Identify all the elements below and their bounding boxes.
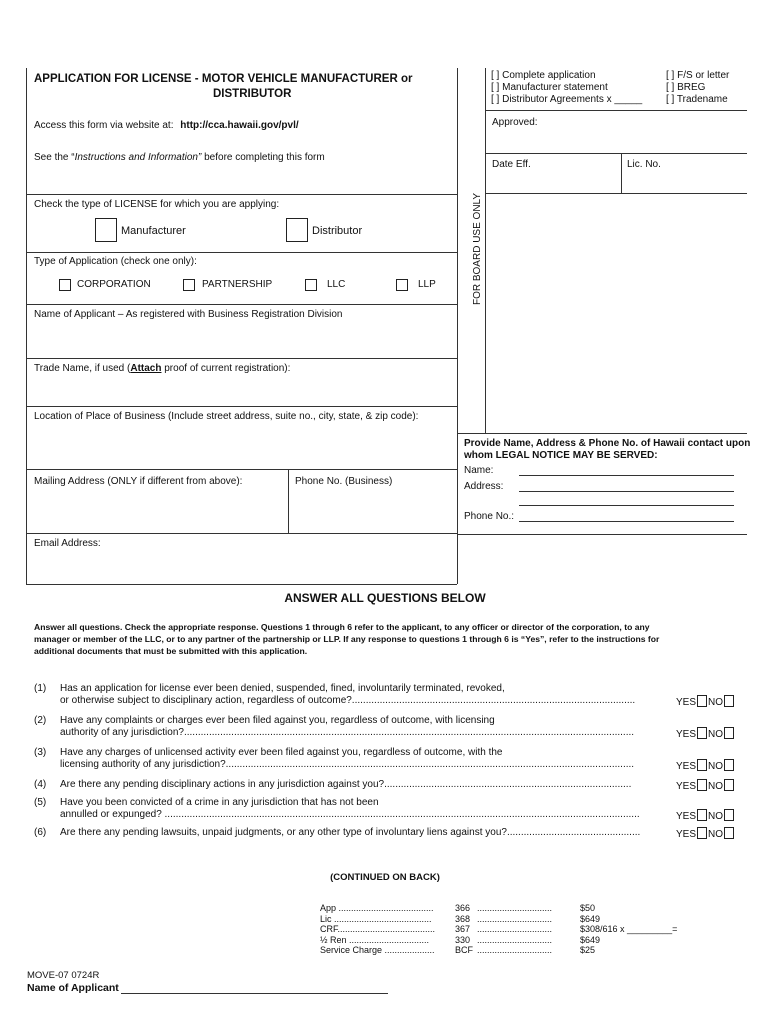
- llp-label: LLP: [418, 279, 436, 290]
- website-link[interactable]: http://cca.hawaii.gov/pvl/: [180, 120, 299, 131]
- board-use-only-label: FOR BOARD USE ONLY: [472, 192, 483, 306]
- mailing-address-field[interactable]: [30, 490, 285, 530]
- no-checkbox[interactable]: [724, 759, 734, 771]
- yes-label: YES: [676, 811, 697, 822]
- yes-no-group: [676, 827, 735, 841]
- distributor-checkbox[interactable]: [286, 218, 308, 242]
- yes-no-group: [676, 809, 735, 823]
- trade-name-top-line: [26, 358, 457, 359]
- fee-amount: $649: [580, 934, 601, 945]
- legal-notice-heading-line2: whom LEGAL NOTICE MAY BE SERVED:: [464, 450, 658, 461]
- applicant-name-top-line: [26, 304, 457, 305]
- question-text: Have any charges of unlicensed activity ever been filed against you, regardless of outcome, with the: [60, 747, 503, 758]
- location-top-line: [26, 406, 457, 407]
- legal-name-label: Name:: [464, 465, 494, 476]
- fee-dots: ..............................: [477, 945, 553, 956]
- no-checkbox[interactable]: [724, 827, 734, 839]
- date-eff-label: Date Eff.: [492, 159, 531, 170]
- partnership-label: PARTNERSHIP: [202, 279, 273, 290]
- manufacturer-checkbox[interactable]: [95, 218, 117, 242]
- question-text-continued: authority of any jurisdiction?..................................................................................................................................................................: [60, 727, 635, 738]
- no-label: NO: [708, 829, 724, 840]
- fee-dots: ..............................: [477, 913, 553, 924]
- instructions-line: [34, 152, 325, 164]
- email-bottom-line: [26, 584, 457, 585]
- no-label: NO: [708, 781, 724, 792]
- mailing-address-label: Mailing Address (ONLY if different from above):: [34, 476, 243, 487]
- yes-checkbox[interactable]: [697, 727, 707, 739]
- no-label: NO: [708, 729, 724, 740]
- date-lic-divider: [621, 153, 622, 193]
- trade-name-field[interactable]: [30, 378, 454, 404]
- fee-amount: $50: [580, 903, 596, 913]
- legal-notice-bottom-line: [457, 534, 747, 535]
- question-number: (2): [34, 715, 47, 726]
- distributor-label: Distributor: [312, 225, 363, 237]
- fee-name: CRF.......................................: [320, 924, 436, 935]
- board-bottom-line: [457, 433, 747, 434]
- no-label: NO: [708, 811, 724, 822]
- fee-code: 367: [455, 924, 471, 935]
- llc-checkbox[interactable]: [305, 279, 317, 291]
- yes-checkbox[interactable]: [697, 809, 707, 821]
- yes-no-group: [676, 759, 735, 773]
- question-text: Have you been convicted of a crime in any jurisdiction that has not been: [60, 797, 379, 808]
- question-text: Has an application for license ever been denied, suspended, fined, involuntarily terminated, revoked,: [60, 683, 505, 694]
- website-line: [34, 120, 299, 132]
- legal-address-label: Address:: [464, 481, 504, 492]
- board-checklist-item-2: [ ] Manufacturer statement: [491, 82, 608, 93]
- board-inner-divider-line: [485, 68, 486, 433]
- question-text: Are there any pending disciplinary actions in any jurisdiction against you?.........................................................................................: [60, 779, 632, 790]
- questions-heading: ANSWER ALL QUESTIONS BELOW: [284, 591, 486, 605]
- fee-dots: ..............................: [477, 934, 553, 945]
- trade-name-attach: Attach: [130, 363, 162, 374]
- email-top-line: [26, 533, 457, 534]
- yes-no-group: [676, 727, 735, 741]
- yes-label: YES: [676, 761, 697, 772]
- questions-intro-line1: Answer all questions. Check the appropriate response. Questions 1 through 6 refer to the applicant, to any officer or director of the corporation, to any: [34, 622, 650, 632]
- applicant-name-label: Name of Applicant – As registered with Business Registration Division: [34, 309, 343, 320]
- legal-notice-heading-line1: Provide Name, Address & Phone No. of Hawaii contact upon: [464, 438, 751, 449]
- yes-checkbox[interactable]: [697, 759, 707, 771]
- legal-address-field-2[interactable]: [519, 505, 734, 506]
- trade-name-line: [34, 363, 290, 375]
- board-checklist-item-5: [ ] BREG: [666, 82, 706, 93]
- fee-code: 366: [455, 903, 471, 913]
- question-number: (3): [34, 747, 47, 758]
- phone-business-label: Phone No. (Business): [295, 476, 393, 487]
- application-type-label: Type of Application (check one only):: [34, 256, 197, 267]
- form-code: MOVE-07 0724R: [27, 970, 100, 981]
- board-divider-line: [457, 68, 458, 584]
- email-label: Email Address:: [34, 538, 101, 549]
- trade-name-pre: Trade Name, if used (: [34, 363, 131, 374]
- llc-label: LLC: [327, 279, 346, 290]
- no-checkbox[interactable]: [724, 779, 734, 791]
- question-number: (6): [34, 827, 47, 838]
- fee-code: BCF: [455, 945, 473, 956]
- website-label: Access this form via website at:: [34, 120, 174, 131]
- phone-business-field[interactable]: [292, 490, 454, 530]
- manufacturer-label: Manufacturer: [121, 225, 186, 237]
- email-field[interactable]: [30, 552, 454, 582]
- fee-amount: $25: [580, 945, 596, 956]
- location-field[interactable]: [30, 426, 454, 466]
- corporation-checkbox[interactable]: [59, 279, 71, 291]
- yes-label: YES: [676, 729, 697, 740]
- no-label: NO: [708, 761, 724, 772]
- footer-name-label: Name of Applicant: [27, 982, 119, 994]
- lic-no-label: Lic. No.: [627, 159, 661, 170]
- question-text-continued: licensing authority of any jurisdiction?...................................................................................................................................................: [60, 759, 635, 770]
- fee-name: Service Charge ....................: [320, 945, 435, 956]
- page-title: APPLICATION FOR LICENSE - MOTOR VEHICLE MANUFACTURER or: [34, 73, 413, 85]
- questions-intro-line2: manager or member of the LLC, or to any partner of the partnership or LLP. If any response to questions 1 through 6 is “Yes”, refer to the instructions for: [34, 634, 660, 644]
- yes-label: YES: [676, 829, 697, 840]
- question-text: Are there any pending lawsuits, unpaid judgments, or any other type of involuntary liens against you?................................................: [60, 827, 641, 838]
- yes-checkbox[interactable]: [697, 695, 707, 707]
- fee-amount: $308/616 x _________=: [580, 924, 678, 935]
- legal-name-field[interactable]: [519, 475, 734, 476]
- yes-checkbox[interactable]: [697, 779, 707, 791]
- fee-name: App ......................................: [320, 903, 434, 913]
- yes-label: YES: [676, 697, 697, 708]
- board-checklist-item-3: [ ] Distributor Agreements x _____: [491, 94, 643, 105]
- board-checklist-item-1: [ ] Complete application: [491, 70, 596, 81]
- fee-code: 368: [455, 913, 471, 924]
- fee-dots: ..............................: [477, 924, 553, 935]
- question-text-continued: or otherwise subject to disciplinary action, regardless of outcome?......................................................................................................: [60, 695, 636, 706]
- yes-checkbox[interactable]: [697, 827, 707, 839]
- approved-label: Approved:: [492, 117, 538, 128]
- license-type-label: Check the type of LICENSE for which you are applying:: [34, 199, 280, 210]
- mailing-phone-divider: [288, 469, 289, 533]
- approved-top-line: [485, 110, 747, 111]
- no-checkbox[interactable]: [724, 695, 734, 707]
- page-title-line2: DISTRIBUTOR: [213, 88, 292, 100]
- fee-name: ½ Ren ................................: [320, 934, 430, 945]
- question-number: (1): [34, 683, 47, 694]
- question-text-continued: annulled or expunged? ...........................................................................................................................................................................: [60, 809, 640, 820]
- no-checkbox[interactable]: [724, 809, 734, 821]
- legal-phone-label: Phone No.:: [464, 511, 515, 522]
- yes-no-group: [676, 695, 735, 709]
- question-text: Have any complaints or charges ever been filed against you, regardless of outcome, with licensing: [60, 715, 495, 726]
- yes-no-group: [676, 779, 735, 793]
- date-eff-bottom-line: [485, 193, 747, 194]
- board-checklist-item-6: [ ] Tradename: [666, 94, 728, 105]
- board-checklist-item-4: [ ] F/S or letter: [666, 70, 730, 81]
- corporation-label: CORPORATION: [77, 279, 151, 290]
- fee-dots: ..............................: [477, 903, 553, 913]
- fee-code: 330: [455, 934, 471, 945]
- continued-on-back: (CONTINUED ON BACK): [330, 872, 440, 883]
- top-left-border: [26, 68, 27, 584]
- no-label: NO: [708, 697, 724, 708]
- instructions-italic: Instructions and Information”: [74, 152, 202, 163]
- legal-address-field-1[interactable]: [519, 491, 734, 492]
- question-number: (5): [34, 797, 47, 808]
- trade-name-post: proof of current registration):: [161, 363, 291, 374]
- applicant-name-field[interactable]: [30, 324, 454, 356]
- date-eff-top-line: [485, 153, 747, 154]
- mailing-top-line: [26, 469, 457, 470]
- question-number: (4): [34, 779, 47, 790]
- instructions-pre: See the “: [34, 152, 75, 163]
- questions-intro-line3: additional documents that must be submitted with this application.: [34, 646, 308, 656]
- fee-name: Lic .......................................: [320, 913, 432, 924]
- location-label: Location of Place of Business (Include street address, suite no., city, state, & zip code):: [34, 411, 419, 422]
- footer-name-field[interactable]: [121, 993, 388, 994]
- partnership-checkbox[interactable]: [183, 279, 195, 291]
- legal-phone-field[interactable]: [519, 521, 734, 522]
- yes-label: YES: [676, 781, 697, 792]
- llp-checkbox[interactable]: [396, 279, 408, 291]
- license-type-top-line: [26, 194, 457, 195]
- application-type-top-line: [26, 252, 457, 253]
- fee-amount: $649: [580, 913, 601, 924]
- instructions-post: before completing this form: [201, 152, 325, 163]
- no-checkbox[interactable]: [724, 727, 734, 739]
